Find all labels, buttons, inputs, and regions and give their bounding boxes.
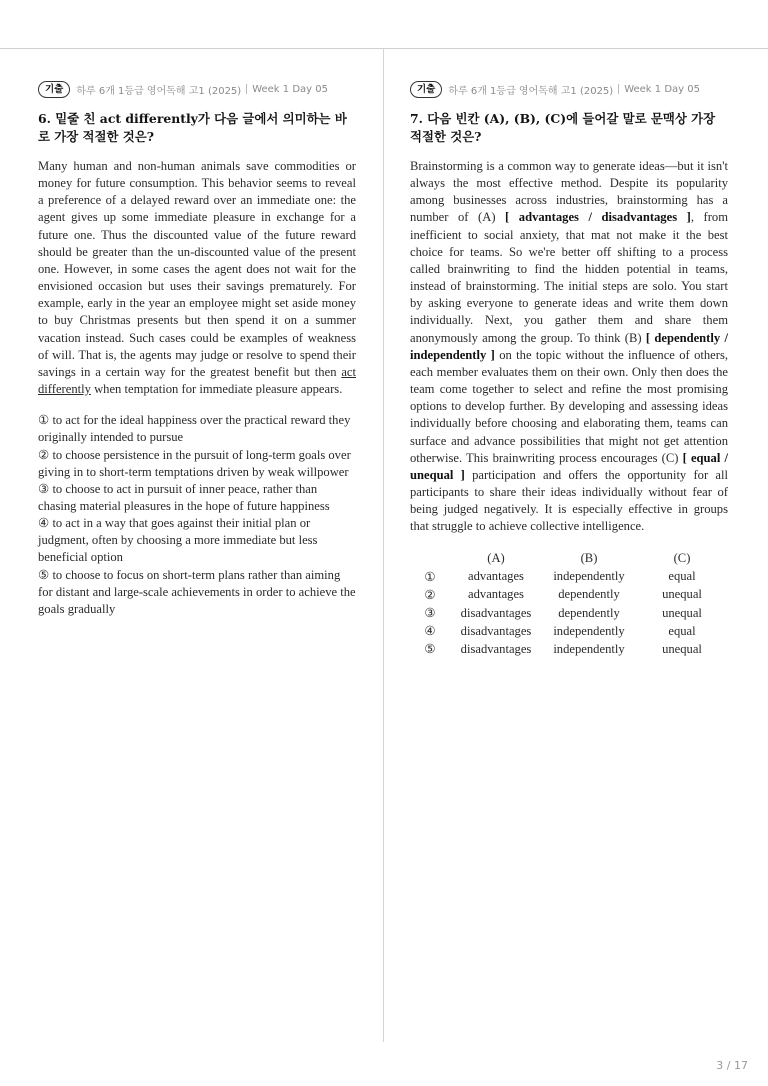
header-separator — [246, 84, 247, 94]
option-5[interactable]: ⑤ to choose to focus on short-term plans rather than aiming for distant and large-scale achievements in order to achieve the goals gradually — [38, 567, 356, 616]
choice-c: unequal — [662, 605, 702, 620]
choice-row-2[interactable] — [410, 586, 728, 604]
day-label: Week 1 Day 05 — [624, 83, 700, 95]
blank-c: [ equal / unequal ] — [410, 450, 728, 482]
choice-row-5[interactable] — [410, 640, 728, 658]
choice-number: ③ — [424, 606, 436, 621]
series-title: 하루 6개 1등급 영어독해 고1 (2025) — [448, 85, 614, 97]
choice-a: advantages — [468, 569, 524, 584]
passage-text: Brainstorming is a common way to generate ideas—but it isn't always the most effective method. Despite its popularity among businesses across industries, brainstorming has a number of (A) — [410, 159, 728, 225]
source-badge: 기출 — [410, 81, 442, 98]
choice-c: equal — [668, 623, 696, 638]
passage-text: Many human and non-human animals save commodities or money for future consumption. This behavior seems to reveal a preference of a delayed reward over an immediate one: the agent gives up some immediate pleasure in exchange for a future one. Thus the discounted value of the future reward should be greater than the un-discounted value of the present one. However, in some cases the agent does not wait for the envisioned occasion but uses their savings prematurely. For example, early in the year an employee might set aside money to buy Christmas presents but then spend it on a summer vacation instead. Such cases could be examples of weakness of will. That is, the agents may judge or resolve to spend their savings in a certain way for the greatest benefit but then — [38, 159, 356, 379]
choices-header-row — [410, 549, 728, 567]
source-badge: 기출 — [38, 81, 70, 98]
choice-b: independently — [553, 623, 625, 638]
choice-row-4[interactable] — [410, 622, 728, 640]
question-6-title: 6. 밑줄 친 act differently가 다음 글에서 의미하는 바로 가장 적절한 것은? — [38, 111, 347, 144]
choice-number: ② — [424, 587, 436, 602]
question-6-options — [38, 412, 356, 618]
choice-b: independently — [553, 569, 625, 584]
option-2[interactable]: ② to choose persistence in the pursuit of long-term goals over giving in to short-term temptations driven by weak willpower — [38, 447, 351, 479]
choice-a: disadvantages — [460, 623, 532, 638]
option-1[interactable]: ① to act for the ideal happiness over the practical reward they originally intended to pursue — [38, 413, 351, 445]
option-3[interactable]: ③ to choose to act in pursuit of inner peace, rather than chasing material pleasures in the hope of future happiness — [38, 481, 330, 513]
question-7-title: 7. 다음 빈칸 (A), (B), (C)에 들어갈 말로 문맥상 가장 적절한 것은? — [410, 111, 716, 144]
choice-b: independently — [553, 641, 625, 656]
page-number: 3 / 17 — [716, 1059, 748, 1072]
question-header — [410, 80, 728, 98]
underlined-phrase: act differently — [38, 364, 356, 397]
day-label: Week 1 Day 05 — [252, 83, 328, 95]
choice-c: equal — [668, 569, 696, 584]
question-7-passage — [410, 158, 728, 535]
passage-text: , from inefficient to social anxiety, that mat not make it the best choice for teams. So we're better off shifting to a process called brainwriting to find the hidden potential in teams, instead of brainstorming. The initial steps are solo. You start by asking everyone to generate ideas and write them down individually. Next, you gather them and share them anonymously among the group. To think (B) — [410, 210, 728, 345]
header-c: (C) — [673, 551, 691, 566]
choice-row-3[interactable] — [410, 604, 728, 622]
choice-a: advantages — [468, 587, 524, 602]
blank-a: [ advantages / disadvantages ] — [505, 210, 691, 225]
passage-text: participation and offers the opportunity for all participants to share their ideas individually without fear of being judged negatively. It is especially effective in groups that struggle to achieve collective intelligence. — [410, 467, 729, 534]
question-header — [38, 80, 356, 98]
header-separator — [618, 84, 619, 94]
choice-number: ① — [424, 569, 436, 584]
question-6-passage — [38, 158, 356, 398]
choice-c: unequal — [662, 641, 702, 656]
column-divider — [383, 48, 384, 1042]
question-6-column — [38, 80, 356, 618]
choice-number: ④ — [424, 624, 436, 639]
top-rule — [0, 48, 768, 49]
choice-b: dependently — [558, 587, 620, 602]
choice-number: ⑤ — [424, 642, 436, 657]
header-a: (A) — [487, 551, 505, 566]
choice-row-1[interactable] — [410, 568, 728, 586]
choice-c: unequal — [662, 587, 702, 602]
header-b: (B) — [580, 551, 598, 566]
blank-b: [ dependently / independently ] — [410, 330, 728, 362]
question-7-column — [410, 80, 728, 659]
option-4[interactable]: ④ to act in a way that goes against their initial plan or judgment, often by choosing a more immediate but less beneficial option — [38, 516, 318, 565]
choice-a: disadvantages — [460, 605, 532, 620]
series-title: 하루 6개 1등급 영어독해 고1 (2025) — [76, 85, 242, 97]
passage-text: on the topic without the influence of others, each member evaluates them on their own. Only then does the team come together to select and refine the most promising options to develop further. By developing and assessing ideas individually before choosing and elaborating them, teams can surface and advance possibilities that might not get attention otherwise. This brainwriting process encourages (C) — [410, 347, 729, 465]
answer-choices-table — [410, 549, 728, 658]
choice-a: disadvantages — [460, 641, 532, 656]
choice-b: dependently — [558, 605, 620, 620]
passage-text-end: when temptation for immediate pleasure appears. — [90, 382, 343, 397]
